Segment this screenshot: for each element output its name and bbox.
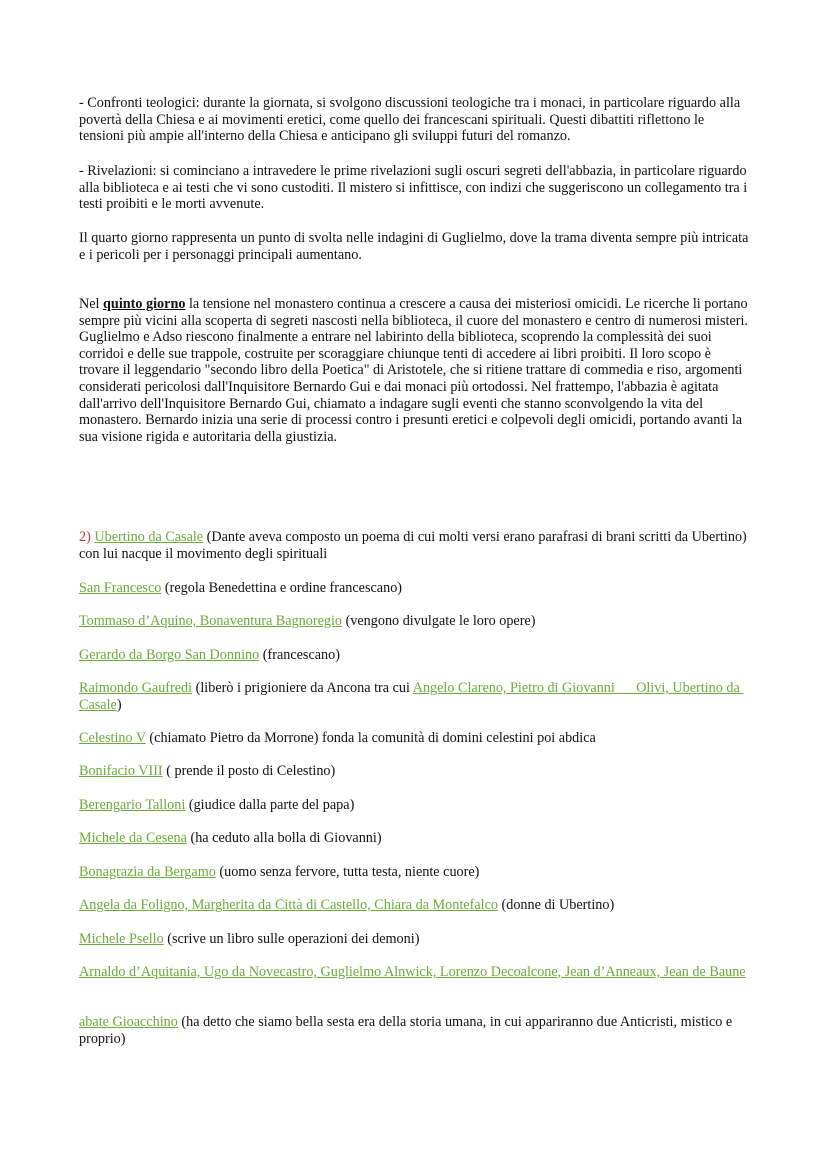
link-gerardo[interactable]: Gerardo da Borgo San Donnino [79, 647, 260, 663]
list-item-arnaldo [79, 964, 751, 981]
list-item-psello [79, 931, 751, 948]
link-arnaldo-group[interactable]: Arnaldo d’Aquitania, Ugo da Novecastro, Guglielmo Alnwick, Lorenzo Decoalcone, Jean d’Anneaux, Jean de Baune [79, 964, 746, 980]
paragraph-confronti: - Confronti teologici: durante la giornata, si svolgono discussioni teologiche tra i monaci, in particolare riguardo alla povertà della Chiesa e ai movimenti eretici, come quello dei francescani spirituali. Questi dibattiti riflettono le tensioni più ampie all'interno della Chiesa e anticipano gli sviluppi futuri del romanzo. [79, 95, 741, 145]
francesco-note: (regola Benedettina e ordine francescano) [161, 580, 403, 596]
quinto-body: la tensione nel monastero continua a crescere a causa dei misteriosi omicidi. Le ricerche li portano sempre più vicini alla scoperta di segreti nascosti nella biblioteca, il cuore del monastero e centro di numerosi misteri. Guglielmo e Adso riescono finalmente a entrare nel labirinto della biblioteca, scoprendo la complessità dei suoi corridoi e delle sue trappole, costruite per scoraggiare chiunque tenti di accedere ai libri proibiti. Il loro scopo è trovare il leggendario "secondo libro della Poetica" di Aristotele, che si ritiene trattare di commedia e riso, argomenti considerati pericolosi dall'Inquisitore Bernardo Gui e dai monaci più ortodossi. Nel frattempo, l'abbazia è agitata dall'arrivo dell'Inquisitore Bernardo Gui, chiamato a indagare sugli eventi che stanno sconvolgendo la vita del monastero. Bernardo inizia una serie di processi contro i presunti eretici e colpevoli degli omicidi, portando avanti la sua visione rigida e autoritaria della giustizia. [79, 296, 748, 445]
michele-note: (ha ceduto alla bolla di Giovanni) [186, 830, 382, 846]
link-angela-margherita-chiara[interactable]: Angela da Foligno, Margherita da Città di Castello, Chiara da Montefalco [79, 897, 498, 913]
list-item-francesco [79, 580, 751, 597]
link-raimondo[interactable]: Raimondo Gaufredi [79, 680, 193, 696]
link-abate-gioacchino[interactable]: abate Gioacchino [79, 1014, 178, 1030]
list-item-angela [79, 897, 751, 914]
quinto-prefix: Nel [79, 296, 104, 312]
link-berengario[interactable]: Berengario Talloni [79, 797, 186, 813]
link-san-francesco[interactable]: San Francesco [79, 580, 162, 596]
raimondo-note: (liberò i prigioniere da Ancona tra cui [192, 680, 413, 696]
list-item-berengario [79, 797, 751, 814]
link-celestino[interactable]: Celestino V [79, 730, 146, 746]
list-item-gerardo [79, 647, 751, 664]
paragraph-quarto-giorno: Il quarto giorno rappresenta un punto di svolta nelle indagini di Guglielmo, dove la trama diventa sempre più intricata e i pericoli per i personaggi principali aumentano. [79, 230, 749, 263]
link-michele-cesena[interactable]: Michele da Cesena [79, 830, 187, 846]
list-number: 2) [79, 529, 91, 545]
paragraph-rivelazioni: - Rivelazioni: si cominciano a intravedere le prime rivelazioni sugli oscuri segreti dell'abbazia, in particolare riguardo alla biblioteca e ai testi che vi sono custoditi. Il mistero si infittisce, con indizi che suggeriscono un collegamento tra i testi proibiti e le morti avvenute. [79, 163, 748, 213]
list-item-bonagrazia [79, 864, 751, 881]
gioacchino-note: (ha detto che siamo bella sesta era della storia umana, in cui appariranno due Anticristi, mistico e proprio) [79, 1014, 733, 1047]
paragraph-quinto-giorno [79, 296, 751, 445]
bonifacio-note: ( prende il posto di Celestino) [162, 763, 336, 779]
link-bonagrazia[interactable]: Bonagrazia da Bergamo [79, 864, 216, 880]
link-bonifacio[interactable]: Bonifacio VIII [79, 763, 163, 779]
link-clareno-olivi-ubertino[interactable]: Angelo Clareno, Pietro di Giovanni Olivi, Ubertino da Casale [79, 680, 744, 713]
list-item-celestino [79, 730, 751, 747]
list-item-ubertino [79, 529, 751, 562]
angela-note: (donne di Ubertino) [497, 897, 615, 913]
list-item-michele [79, 830, 751, 847]
list-item-raimondo [79, 680, 751, 713]
psello-note: (scrive un libro sulle operazioni dei demoni) [163, 931, 420, 947]
tommaso-note: (vengono divulgate le loro opere) [342, 613, 536, 629]
list-item-bonifacio [79, 763, 751, 780]
list-item-gioacchino [79, 1014, 751, 1047]
quinto-giorno-heading: quinto giorno [103, 296, 186, 312]
bonagrazia-note: (uomo senza fervore, tutta testa, niente cuore) [215, 864, 480, 880]
link-michele-psello[interactable]: Michele Psello [79, 931, 164, 947]
raimondo-close: ) [116, 696, 122, 713]
ubertino-note: (Dante aveva composto un poema di cui molti versi erano parafrasi di brani scritti da Ubertino) con lui nacque il movimento degli spirituali [79, 529, 747, 562]
celestino-note: (chiamato Pietro da Morrone) fonda la comunità di domini celestini poi abdica [145, 730, 596, 746]
link-ubertino[interactable]: Ubertino da Casale [94, 529, 204, 545]
gerardo-note: (francescano) [259, 647, 340, 663]
berengario-note: (giudice dalla parte del papa) [185, 797, 355, 813]
list-item-tommaso [79, 613, 751, 630]
link-tommaso-bonaventura[interactable]: Tommaso d’Aquino, Bonaventura Bagnoregio [79, 613, 343, 629]
